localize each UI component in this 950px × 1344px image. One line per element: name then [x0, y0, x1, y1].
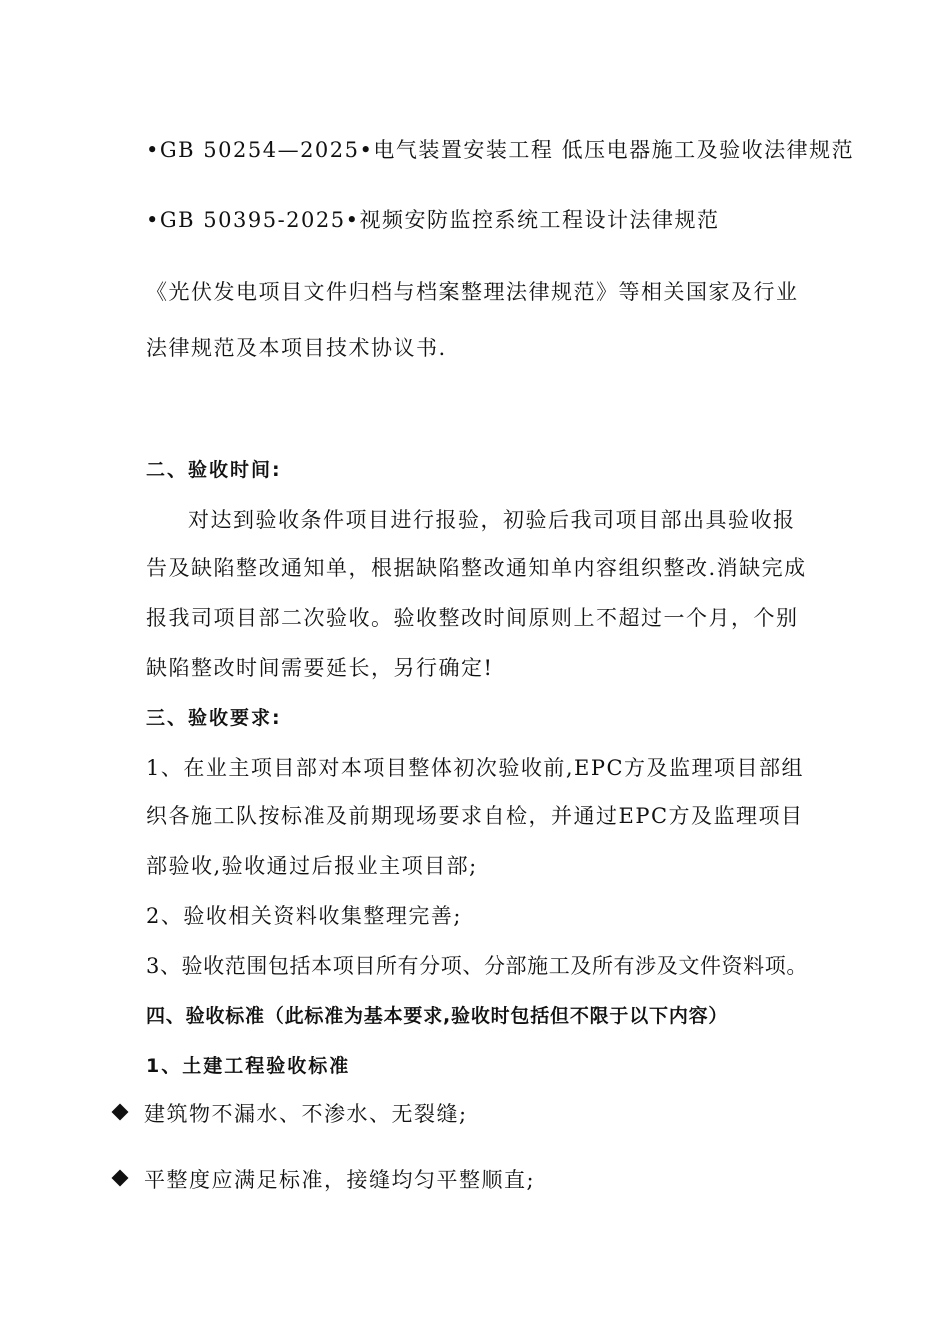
bullet-item [114, 1099, 468, 1129]
section3-line-5: 3、验收范围包括本项目所有分项、分部施工及所有涉及文件资料项。 [146, 954, 808, 978]
diamond-bullet-icon [112, 1104, 129, 1121]
section3-heading: 三、验收要求: [146, 707, 282, 729]
section3-line-1: 1、在业主项目部对本项目整体初次验收前,EPC方及监理项目部组 [146, 756, 805, 780]
section4-subheading: 1、土建工程验收标准 [146, 1055, 351, 1077]
diamond-bullet-icon [112, 1170, 129, 1187]
bullet-text: 平整度应满足标准，接缝均匀平整顺直; [144, 1168, 536, 1192]
section2-line-4: 缺陷整改时间需要延长，另行确定! [146, 656, 494, 680]
section3-line-3: 部验收,验收通过后报业主项目部; [146, 854, 478, 878]
section2-line-2: 告及缺陷整改通知单，根据缺陷整改通知单内容组织整改.消缺完成 [146, 556, 807, 580]
section3-line-2: 织各施工队按标准及前期现场要求自检，并通过EPC方及监理项目 [146, 804, 804, 828]
section3-line-4: 2、验收相关资料收集整理完善; [146, 904, 462, 928]
bullet-text: 建筑物不漏水、不渗水、无裂缝; [144, 1102, 468, 1126]
standard-gb50395: •GB 50395-2025•视频安防监控系统工程设计法律规范 [146, 208, 720, 232]
intro-line-2: 法律规范及本项目技术协议书. [146, 336, 447, 360]
section2-line-1: 对达到验收条件项目进行报验，初验后我司项目部出具验收报 [188, 508, 796, 532]
standard-gb50254: •GB 50254—2025•电气装置安装工程 低压电器施工及验收法律规范 [146, 138, 855, 162]
section2-line-3: 报我司项目部二次验收。验收整改时间原则上不超过一个月，个别 [146, 606, 799, 630]
intro-line-1: 《光伏发电项目文件归档与档案整理法律规范》等相关国家及行业 [146, 280, 799, 304]
section2-heading: 二、验收时间: [146, 459, 282, 481]
bullet-item [114, 1165, 535, 1195]
section4-heading: 四、验收标准（此标准为基本要求,验收时包括但不限于以下内容） [146, 1005, 729, 1027]
